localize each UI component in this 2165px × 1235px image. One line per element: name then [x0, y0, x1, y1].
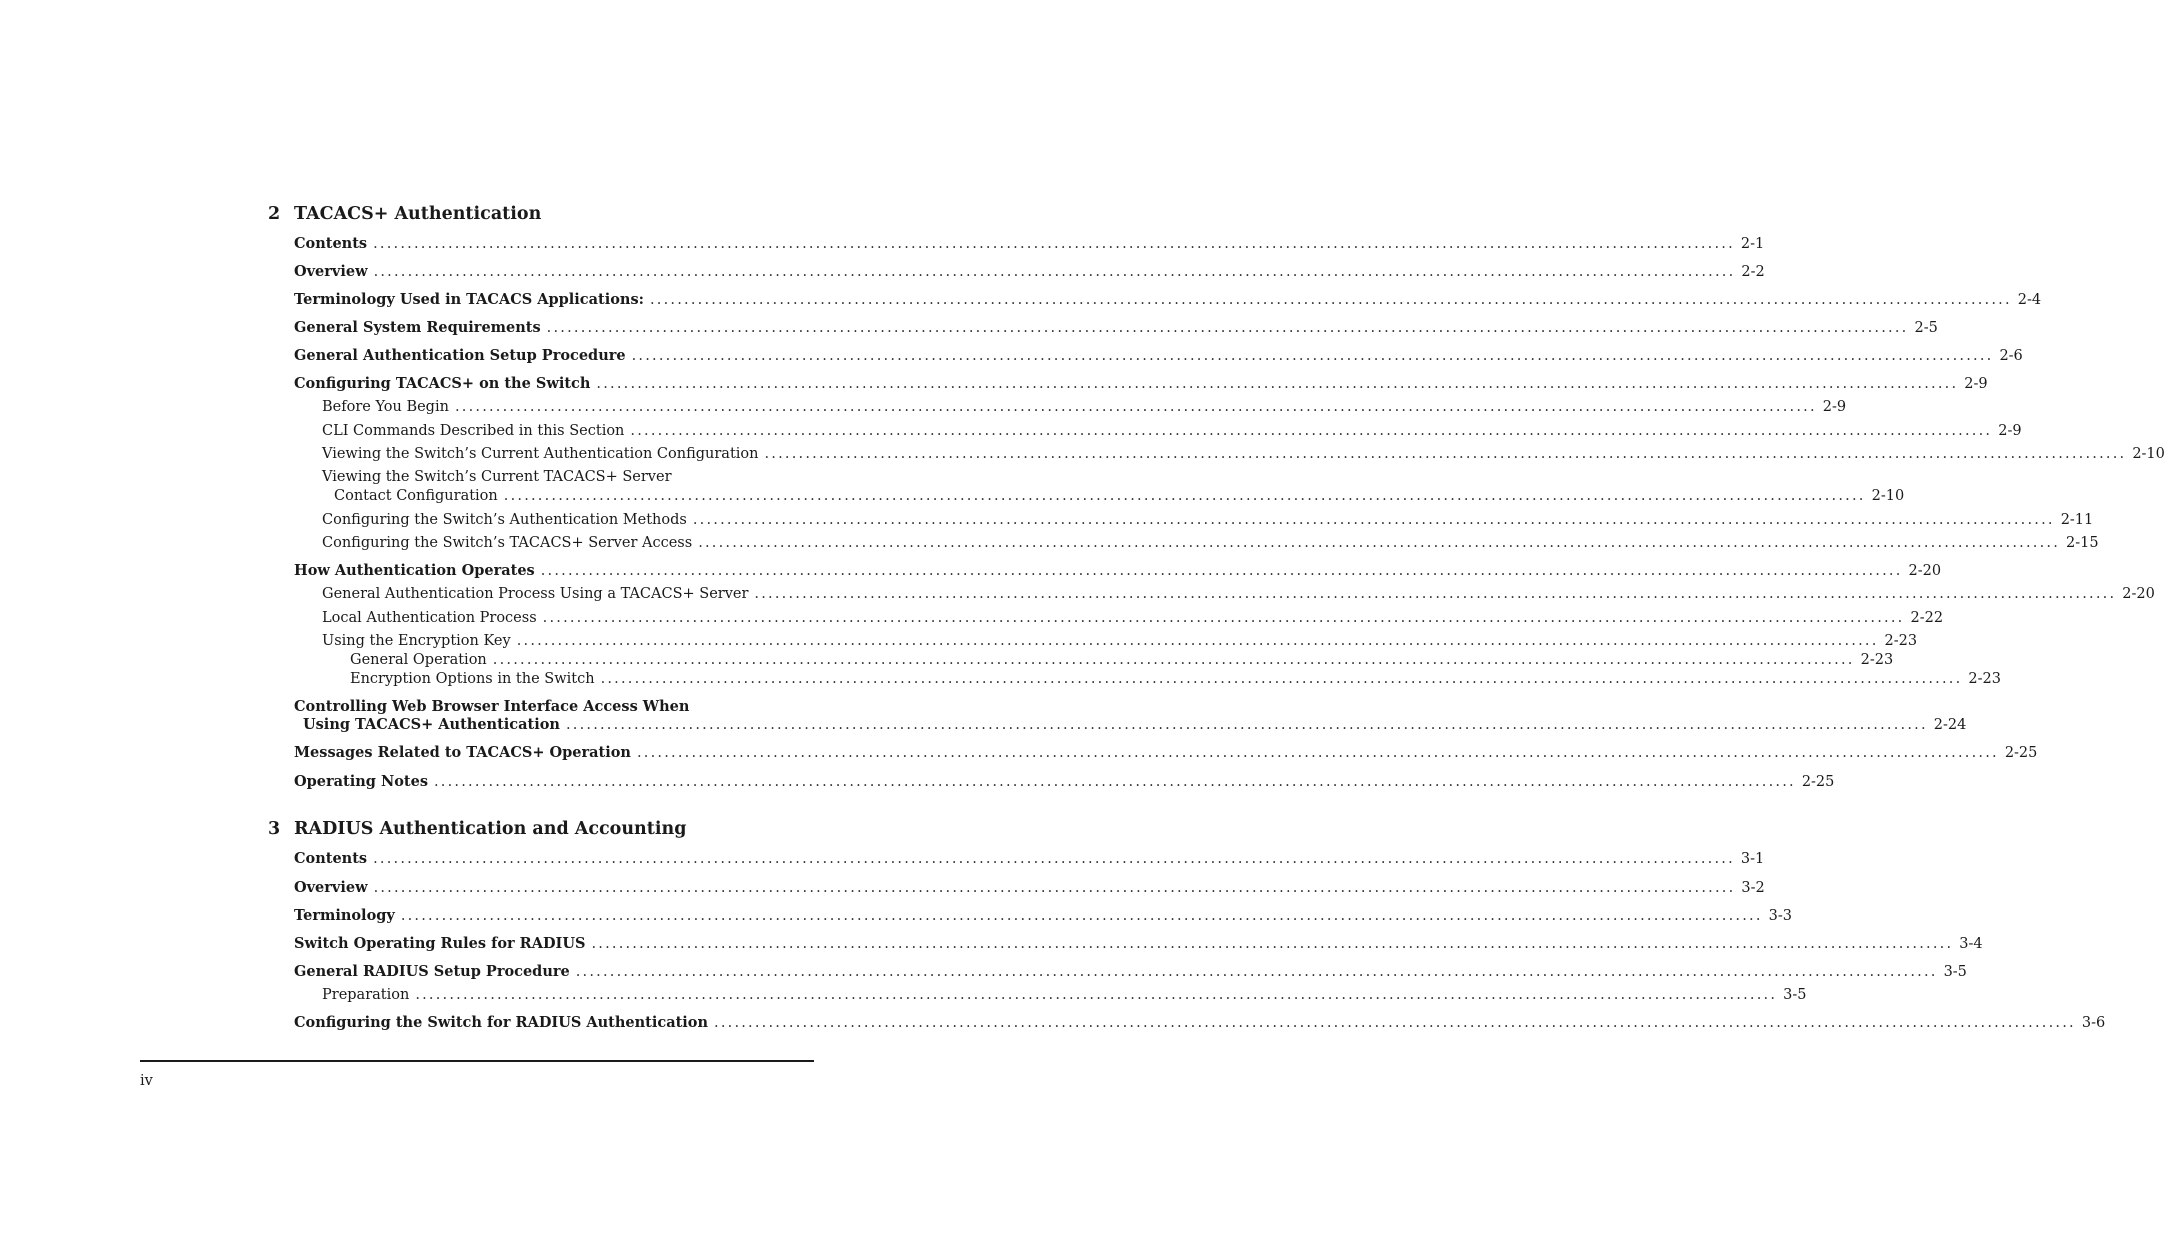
toc-page-number[interactable]: 2-10: [1871, 488, 1905, 504]
toc-entry[interactable]: [322, 511, 2094, 529]
toc-entry-text[interactable]: Configuring the Switch’s TACACS+ Server Access: [322, 535, 693, 551]
toc-entry[interactable]: [294, 1014, 2106, 1032]
toc-entry-text[interactable]: General Authentication Setup Procedure: [294, 347, 626, 364]
toc-entry-text[interactable]: General RADIUS Setup Procedure: [294, 963, 570, 980]
dot-leader: ........................................................................................................................................................................................................: [546, 320, 1909, 336]
toc-page-number[interactable]: 2-20: [2122, 586, 2155, 602]
toc-entry-text-line1[interactable]: Viewing the Switch’s Current TACACS+ Server: [322, 469, 672, 485]
toc-entry[interactable]: [294, 263, 1765, 281]
toc-entry-text[interactable]: Configuring TACACS+ on the Switch: [294, 375, 591, 392]
chapter-title[interactable]: TACACS+ Authentication: [294, 204, 542, 224]
toc-entry-text[interactable]: Viewing the Switch’s Current Authentication Configuration: [322, 446, 759, 462]
toc-entry-text[interactable]: Local Authentication Process: [322, 610, 537, 626]
toc-page-number[interactable]: 3-5: [1783, 987, 1807, 1003]
dot-leader: ........................................................................................................................................................................................................: [596, 376, 1959, 392]
toc-entry[interactable]: [322, 534, 2099, 552]
dot-leader: ........................................................................................................................................................................................................: [373, 236, 1735, 252]
toc-entry[interactable]: [322, 632, 1918, 650]
chapter-2-heading: [268, 204, 813, 228]
toc-entry[interactable]: [350, 651, 1894, 669]
toc-entry-text[interactable]: Switch Operating Rules for RADIUS: [294, 935, 586, 952]
toc-page-number[interactable]: 3-1: [1740, 851, 1765, 867]
dot-leader: ........................................................................................................................................................................................................: [600, 671, 1963, 687]
dot-leader: ........................................................................................................................................................................................................: [764, 446, 2127, 462]
dot-leader: ........................................................................................................................................................................................................: [575, 964, 1938, 980]
toc-entry[interactable]: [294, 562, 1942, 580]
toc-entry[interactable]: [303, 716, 1967, 734]
dot-leader: ........................................................................................................................................................................................................: [454, 399, 1817, 415]
dot-leader: ........................................................................................................................................................................................................: [698, 535, 2061, 551]
toc-entry-text[interactable]: Terminology Used in TACACS Applications:: [294, 291, 644, 308]
toc-page-number[interactable]: 2-2: [1741, 264, 1765, 280]
toc-page-number[interactable]: 2-10: [2132, 446, 2165, 462]
dot-leader: ........................................................................................................................................................................................................: [373, 880, 1736, 896]
toc-entry[interactable]: [322, 986, 1807, 1004]
dot-leader: ........................................................................................................................................................................................................: [591, 936, 1954, 952]
toc-entry-text[interactable]: Messages Related to TACACS+ Operation: [294, 744, 631, 761]
dot-leader: ........................................................................................................................................................................................................: [542, 610, 1905, 626]
toc-page-number[interactable]: 2-24: [1933, 717, 1967, 733]
toc-page-number[interactable]: 2-20: [1908, 563, 1942, 579]
toc-entry[interactable]: [294, 907, 1792, 925]
toc-entry-text[interactable]: CLI Commands Described in this Section: [322, 423, 625, 439]
toc-entry[interactable]: [294, 235, 1765, 253]
toc-page-number[interactable]: 2-23: [1860, 652, 1894, 668]
dot-leader: ........................................................................................................................................................................................................: [649, 292, 2012, 308]
toc-entry[interactable]: [322, 609, 1944, 627]
chapter-number: 2: [268, 204, 281, 224]
dot-leader: ........................................................................................................................................................................................................: [400, 908, 1763, 924]
dot-leader: ........................................................................................................................................................................................................: [492, 652, 1855, 668]
dot-leader: ........................................................................................................................................................................................................: [636, 745, 1999, 761]
toc-entry-text[interactable]: Before You Begin: [322, 399, 449, 415]
toc-entry-text[interactable]: Overview: [294, 263, 368, 280]
dot-leader: ........................................................................................................................................................................................................: [373, 264, 1736, 280]
toc-page-number[interactable]: 2-15: [2066, 535, 2099, 551]
toc-entry-text[interactable]: Operating Notes: [294, 773, 428, 790]
chapter-number: 3: [268, 819, 281, 839]
toc-page-number[interactable]: 2-6: [1999, 348, 2023, 364]
dot-leader: ........................................................................................................................................................................................................: [754, 586, 2117, 602]
dot-leader: ........................................................................................................................................................................................................: [433, 774, 1796, 790]
toc-entry-text[interactable]: General System Requirements: [294, 319, 541, 336]
toc-page-number[interactable]: 2-9: [1822, 399, 1847, 415]
toc-entry[interactable]: [294, 850, 1765, 868]
toc-page-number[interactable]: 3-4: [1959, 936, 1983, 952]
toc-entry[interactable]: [322, 445, 2165, 463]
toc-entry[interactable]: [294, 347, 2023, 365]
toc-page-number[interactable]: 2-25: [2004, 745, 2038, 761]
toc-entry[interactable]: [294, 375, 1988, 393]
dot-leader: ........................................................................................................................................................................................................: [692, 512, 2055, 528]
dot-leader: ........................................................................................................................................................................................................: [373, 851, 1735, 867]
toc-page-number[interactable]: 2-9: [1964, 376, 1988, 392]
toc-entry[interactable]: [350, 670, 2001, 688]
footer-rule: [140, 1060, 814, 1062]
toc-entry-text[interactable]: Using the Encryption Key: [322, 633, 511, 649]
toc-entry[interactable]: [334, 487, 1905, 505]
toc-entry[interactable]: [322, 398, 1847, 416]
toc-entry-text[interactable]: Configuring the Switch’s Authentication Methods: [322, 512, 687, 528]
toc-entry-text[interactable]: Contents: [294, 850, 368, 867]
toc-page-number[interactable]: 2-4: [2017, 292, 2042, 308]
dot-leader: ........................................................................................................................................................................................................: [516, 633, 1879, 649]
toc-entry[interactable]: [294, 773, 1835, 791]
toc-page-number[interactable]: 2-22: [1910, 610, 1944, 626]
toc-entry-text[interactable]: Preparation: [322, 987, 410, 1003]
toc-entry-text[interactable]: Contents: [294, 235, 368, 252]
toc-page-number[interactable]: 2-11: [2060, 512, 2094, 528]
chapter-title[interactable]: RADIUS Authentication and Accounting: [294, 819, 687, 839]
toc-entry-text[interactable]: General Authentication Process Using a TACACS+ Server: [322, 586, 749, 602]
toc-page-number[interactable]: 2-5: [1914, 320, 1938, 336]
dot-leader: ........................................................................................................................................................................................................: [630, 423, 1993, 439]
dot-leader: ........................................................................................................................................................................................................: [631, 348, 1994, 364]
dot-leader: ........................................................................................................................................................................................................: [540, 563, 1903, 579]
page-folio: iv: [140, 1073, 153, 1089]
toc-entry-text[interactable]: Configuring the Switch for RADIUS Authentication: [294, 1014, 709, 1031]
dot-leader: ........................................................................................................................................................................................................: [503, 488, 1866, 504]
chapter-3-heading: [268, 819, 813, 843]
toc-entry[interactable]: [322, 422, 2022, 440]
toc-page-number[interactable]: 3-6: [2081, 1015, 2106, 1031]
toc-entry-text[interactable]: How Authentication Operates: [294, 562, 535, 579]
toc-page-number[interactable]: 3-2: [1741, 880, 1765, 896]
dot-leader: ........................................................................................................................................................................................................: [415, 987, 1778, 1003]
toc-page-number[interactable]: 2-23: [1968, 671, 2001, 687]
toc-entry[interactable]: [294, 744, 2038, 762]
toc-entry-text[interactable]: Encryption Options in the Switch: [350, 671, 595, 687]
toc-entry-text[interactable]: Contact Configuration: [334, 488, 498, 504]
toc-page-number[interactable]: 2-25: [1801, 774, 1835, 790]
toc-entry-text[interactable]: Terminology: [294, 907, 395, 924]
toc-entry[interactable]: [294, 963, 1967, 981]
toc-entry-text[interactable]: General Operation: [350, 652, 487, 668]
toc-page-number[interactable]: 3-5: [1943, 964, 1967, 980]
toc-entry[interactable]: [322, 585, 2155, 603]
toc-page-number[interactable]: 2-1: [1740, 236, 1765, 252]
toc-page-number[interactable]: 3-3: [1768, 908, 1792, 924]
toc-page-number[interactable]: 2-9: [1998, 423, 2022, 439]
toc-page-number[interactable]: 2-23: [1884, 633, 1918, 649]
dot-leader: ........................................................................................................................................................................................................: [714, 1015, 2076, 1031]
toc-entry-text-line1[interactable]: Controlling Web Browser Interface Access When: [294, 698, 690, 715]
toc-entry[interactable]: [294, 319, 1938, 337]
toc-entry-text[interactable]: Using TACACS+ Authentication: [303, 716, 560, 733]
dot-leader: ........................................................................................................................................................................................................: [565, 717, 1928, 733]
toc-entry[interactable]: [294, 291, 2042, 309]
toc-entry[interactable]: [294, 935, 1983, 953]
toc-entry-text[interactable]: Overview: [294, 879, 368, 896]
toc-entry[interactable]: [294, 879, 1765, 897]
